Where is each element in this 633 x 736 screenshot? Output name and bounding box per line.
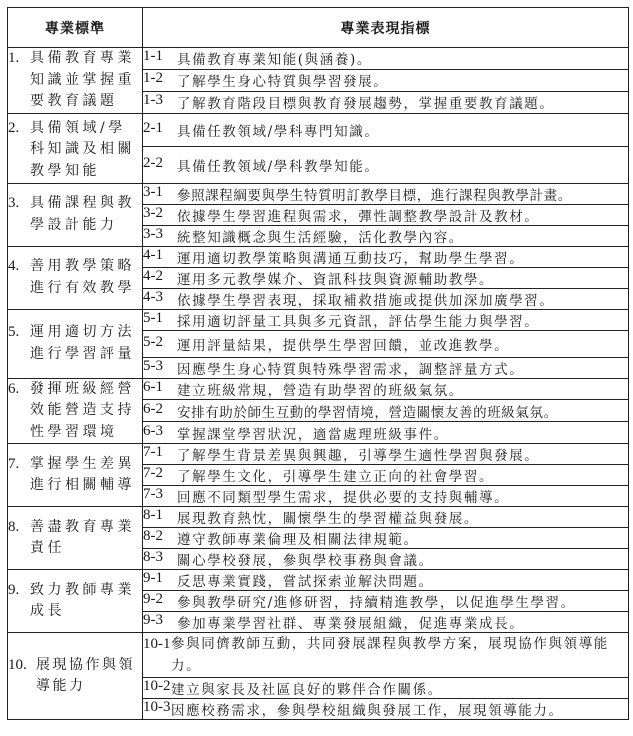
indicator-text: 了解學生文化，引導學生建立正向的社會學習。 [177,469,495,485]
indicator-cell [143,422,629,444]
indicator-text: 參照課程綱要與學生特質明訂教學目標，進行課程與教學計畫。 [177,187,572,204]
indicator-code: 6-1 [143,378,163,395]
professional-standards-table [7,7,629,720]
standard-text: 致力教師專業 成長 [30,581,135,619]
indicator-code: 6-2 [143,400,163,417]
table-row [8,309,629,330]
indicator-cell [143,69,629,91]
indicator-text: 反思專業實踐，嘗試探索並解決問題。 [177,574,434,590]
indicator-cell [143,330,629,357]
indicator-text: 建立班級常規，營造有助學習的班級氣氛。 [177,382,464,399]
standard-cell-6 [8,378,143,444]
indicator-text: 展現教育熱忱，關懷學生的學習權益與發展。 [177,511,479,527]
standard-text: 掌握學生差異 進行相關輔導 [30,455,135,493]
indicator-text: 遵守教師專業倫理及相關法律規範。 [177,532,419,548]
standard-number: 7. [8,455,20,472]
table-row [8,570,629,591]
standard-number: 6. [8,380,20,397]
indicator-cell [143,357,629,378]
indicator-code: 3-3 [143,225,163,242]
indicator-code: 7-3 [143,486,163,502]
indicator-cell [143,204,629,225]
indicator-cell [143,678,629,699]
indicator-code: 5-1 [143,309,163,326]
standard-cell-2 [8,113,143,183]
standard-number: 10. [8,656,27,673]
indicator-text: 了解學生背景差異與興趣，引導學生適性學習與發展。 [177,448,540,464]
header-row [8,8,629,48]
indicator-code: 4-2 [143,267,163,284]
indicator-cell [143,486,629,507]
indicator-cell [143,288,629,309]
indicator-text: 參與同儕教師互動，共同發展課程與教學方案，展現協作與領導能力。 [171,636,609,674]
indicator-text: 了解教育階段目標與教育發展趨勢，掌握重要教育議題。 [177,96,555,113]
indicator-cell [143,528,629,549]
indicator-code: 7-1 [143,444,163,460]
indicator-text: 參與教學研究/進修研習，持續精進教學，以促進學生學習。 [177,595,576,611]
indicator-code: 5-3 [143,357,163,374]
table-row [8,48,629,70]
indicator-text: 參加專業學習社群、專業發展組織，促進專業成長。 [177,616,525,632]
indicator-code: 9-1 [143,570,163,586]
standard-text: 展現協作與領 導能力 [36,656,135,694]
standard-cell-3 [8,183,143,246]
indicator-cell [143,444,629,465]
indicator-code: 4-3 [143,288,163,305]
indicator-cell [143,378,629,400]
indicator-code: 3-2 [143,204,163,221]
indicator-code: 10-3 [143,699,171,715]
table-row [8,507,629,528]
standard-cell-10 [8,633,143,720]
indicator-code: 3-1 [143,183,163,200]
standard-number: 3. [8,195,20,211]
standard-text: 發揮班級經營 效能營造支持 性學習環境 [30,380,135,440]
indicator-text: 因應學生身心特質與特殊學習需求，調整評量方式。 [177,361,525,378]
indicator-code: 8-2 [143,528,163,544]
indicator-cell [143,246,629,267]
standard-number: 9. [8,581,20,598]
indicator-cell [143,309,629,330]
indicator-text: 掌握課堂學習狀況，適當處理班級事件。 [177,426,449,443]
indicator-text: 採用適切評量工具與多元資訊，評估學生能力與學習。 [177,313,540,330]
standard-text: 運用適切方法 進行學習評量 [30,324,135,362]
indicator-cell [143,225,629,246]
indicator-code: 1-3 [143,92,163,109]
indicator-text: 建立與家長及社區良好的夥伴合作關係。 [171,682,443,698]
header-indicator: 專業表現指標 [143,8,629,48]
indicator-code: 9-3 [143,612,163,628]
standard-number: 1. [8,50,20,66]
indicator-text: 依據學生學習表現，採取補救措施或提供加深加廣學習。 [177,292,555,309]
indicator-code: 2-1 [143,119,163,136]
indicator-text: 關心學校發展，參與學校事務與會議。 [177,553,434,569]
indicator-cell [143,549,629,570]
table-row [8,246,629,267]
indicator-text: 依據學生學習進程與需求，彈性調整教學設計及教材。 [177,208,540,225]
indicator-cell [143,699,629,720]
standard-cell-1 [8,48,143,114]
header-standard: 專業標準 [8,8,143,48]
standard-cell-4 [8,246,143,309]
indicator-code: 9-2 [143,591,163,607]
indicator-text: 運用多元教學媒介、資訊科技與資源輔助教學。 [177,271,495,288]
indicator-cell [143,91,629,113]
indicator-text: 具備任教領域/學科專門知識。 [177,123,380,140]
indicator-text: 了解學生身心特質與學習發展。 [177,74,389,91]
indicator-cell [143,633,629,678]
indicator-cell [143,570,629,591]
table-row [8,113,629,146]
table-row [8,633,629,678]
indicator-code: 7-2 [143,465,163,481]
indicator-cell [143,113,629,146]
indicator-cell [143,591,629,612]
indicator-cell [143,465,629,486]
indicator-code: 8-1 [143,507,163,523]
standard-text: 具備領域/學 科知識及相關 教學知能 [30,119,135,179]
indicator-text: 運用評量結果，提供學生學習回饋，並改進教學。 [177,337,510,354]
standard-text: 善用教學策略 進行有效教學 [30,258,135,296]
standard-number: 8. [8,518,20,535]
indicator-code: 10-1 [143,636,171,652]
standard-text: 具備課程與教 學設計能力 [30,195,135,233]
indicator-cell [143,183,629,204]
indicator-code: 4-1 [143,246,163,263]
indicator-text: 具備教育專業知能(與涵養)。 [177,52,372,69]
standard-cell-5 [8,309,143,378]
indicator-code: 1-1 [143,48,163,65]
standard-number: 5. [8,324,20,340]
indicator-cell [143,267,629,288]
indicator-text: 運用適切教學策略與溝通互動技巧，幫助學生學習。 [177,250,525,267]
indicator-cell [143,146,629,183]
standard-cell-8 [8,507,143,570]
table-row [8,183,629,204]
indicator-code: 8-3 [143,549,163,565]
indicator-code: 2-2 [143,154,163,171]
standard-text: 善盡教育專業 責任 [30,518,135,556]
indicator-cell [143,400,629,422]
indicator-cell [143,612,629,633]
standard-number: 2. [8,119,20,136]
table-row [8,378,629,400]
indicator-text: 安排有助於師生互動的學習情境，營造關懷友善的班級氣氛。 [177,404,558,421]
indicator-text: 統整知識概念與生活經驗，活化教學內容。 [177,229,464,246]
indicator-cell [143,48,629,70]
table-row [8,444,629,465]
indicator-text: 具備任教領域/學科教學知能。 [177,158,380,175]
standard-cell-7 [8,444,143,507]
indicator-code: 6-3 [143,422,163,439]
standard-number: 4. [8,258,20,274]
indicator-code: 10-2 [143,678,171,694]
indicator-cell [143,507,629,528]
indicator-code: 1-2 [143,70,163,87]
indicator-code: 5-2 [143,333,163,350]
standard-cell-9 [8,570,143,633]
indicator-text: 回應不同類型學生需求，提供必要的支持與輔導。 [177,490,510,506]
standard-text: 具備教育專業 知識並掌握重 要教育議題 [30,50,135,109]
indicator-text: 因應校務需求，參與學校組織與發展工作，展現領導能力。 [171,703,564,719]
